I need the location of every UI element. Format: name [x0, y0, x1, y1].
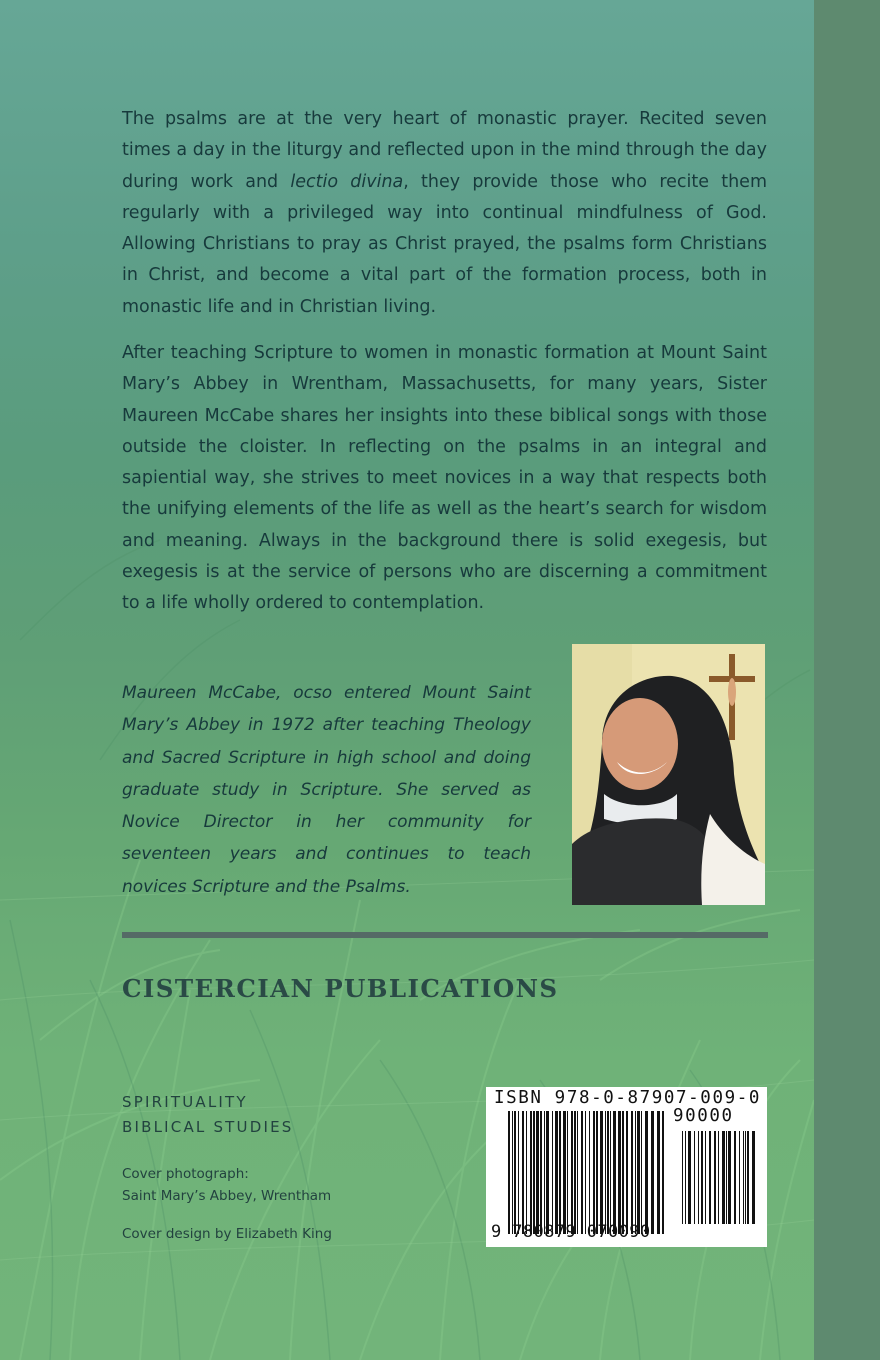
publisher-name: CISTERCIAN PUBLICATIONS [122, 974, 559, 1003]
subject-item: BIBLICAL STUDIES [122, 1118, 294, 1136]
blurb-paragraph-1 [122, 104, 767, 323]
blurb-paragraph-1-end: , they provide those who recite them regularly with a privileged way into continual mindfulness of God. Allowing Christians to pray as Christ prayed, the psalms form Christians in Christ, and become a vital part of the formation process, both in monastic life and in Christian living. [122, 171, 767, 317]
blurb-paragraph-1-start: The psalms are at the very heart of monastic prayer. Recited seven times a day in the liturgy and reflected upon in the mind through the day during work and [122, 109, 767, 192]
author-photo [572, 644, 765, 905]
subject-item: SPIRITUALITY [122, 1093, 248, 1111]
barcode-ean-number: 9 780879 070090 [491, 1222, 651, 1242]
photo-credit-place: Saint Mary’s Abbey, Wrentham [122, 1188, 332, 1204]
spine-edge [814, 0, 880, 1360]
photo-credit-label: Cover photograph: [122, 1166, 249, 1182]
lectio-divina-term: lectio divina [290, 171, 404, 192]
isbn-label: ISBN 978-0-87907-009-0 [494, 1088, 761, 1108]
barcode-addon-number: 90000 [673, 1106, 734, 1126]
isbn-barcode [486, 1087, 767, 1247]
subject-categories [122, 1090, 293, 1140]
divider-rule [122, 932, 768, 938]
blurb-paragraph-2: After teaching Scripture to women in monastic formation at Mount Saint Mary’s Abbey in Wrentham, Massachusetts, for many years, Sister Maureen McCabe shares her insights into these biblical songs with those outside the cloister. In reflecting on the psalms in an integral and sapiential way, she strives to meet novices in a way that respects both the unifying elements of the life as well as the heart’s search for wisdom and meaning. Always in the background there is solid exegesis, but exegesis is at the service of persons who are discerning a commitment to a life wholly ordered to contemplation. [122, 343, 767, 614]
photo-credit [122, 1163, 331, 1207]
design-credit: Cover design by Elizabeth King [122, 1226, 332, 1242]
author-bio: Maureen McCabe, ocso entered Mount Saint Mary’s Abbey in 1972 after teaching Theology and Sacred Scripture in high school and doing graduate study in Scripture. She served as Novice Director in her community for seventeen years and continues to teach novices Scripture and the Psalms. [122, 683, 531, 897]
